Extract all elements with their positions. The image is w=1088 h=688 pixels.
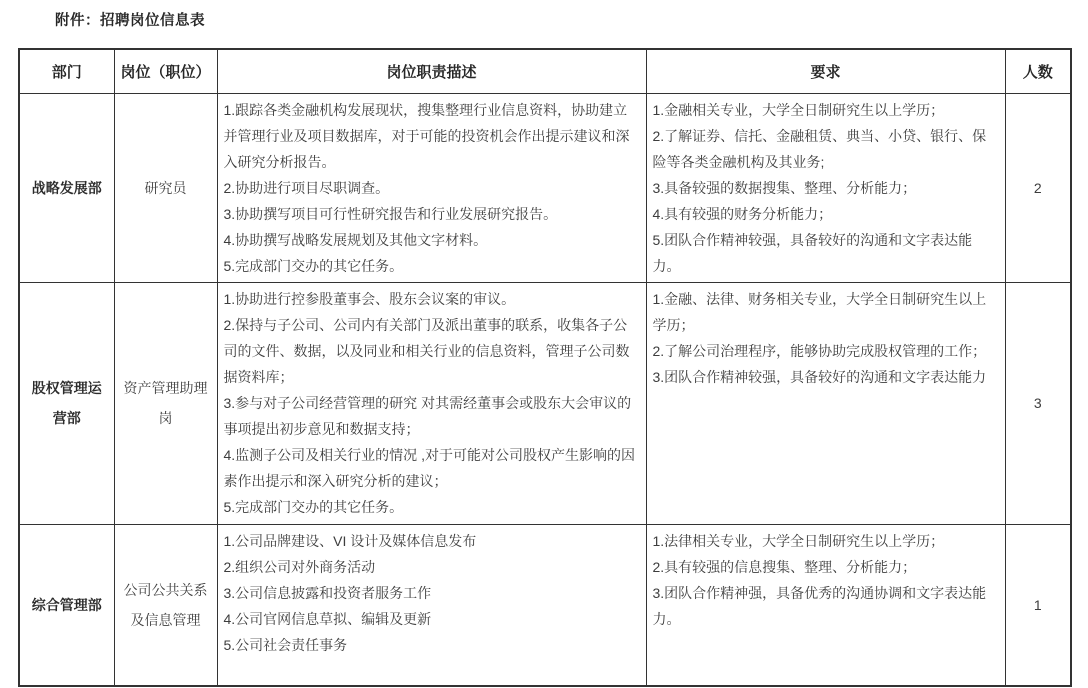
cell-duties — [217, 282, 646, 524]
cell-headcount: 3 — [1005, 282, 1071, 524]
duty-item: 3.参与对子公司经营管理的研究 对其需经董事会或股东大会审议的事项提出初步意见和数据支持； — [223, 394, 632, 437]
cell-headcount: 1 — [1005, 524, 1071, 686]
duty-item: 1.协助进行控参股董事会、股东会议案的审议。 — [223, 290, 516, 307]
job-info-table — [18, 48, 1072, 687]
duty-item: 5.公司社会责任事务 — [223, 636, 348, 653]
duty-item: 5.完成部门交办的其它任务。 — [223, 257, 404, 274]
requirement-item: 1.金融相关专业，大学全日制研究生以上学历； — [652, 101, 945, 118]
duty-item: 4.监测子公司及相关行业的情况 ,对于可能对公司股权产生影响的因素作出提示和深入研究分析的建议； — [223, 446, 635, 489]
cell-duties — [217, 93, 646, 282]
cell-department: 综合管理部 — [19, 524, 114, 686]
duty-item: 3.公司信息披露和投资者服务工作 — [223, 584, 432, 601]
table-row-strategic-development — [19, 93, 1071, 282]
duty-item: 2.组织公司对外商务活动 — [223, 558, 376, 575]
cell-department: 股权管理运营部 — [19, 282, 114, 524]
duty-item: 4.协助撰写战略发展规划及其他文字材料。 — [223, 231, 488, 248]
header-duties: 岗位职责描述 — [217, 49, 646, 93]
duty-item: 1.跟踪各类金融机构发展现状，搜集整理行业信息资料，协助建立并管理行业及项目数据库，对于可能的投资机会作出提示建议和深入研究分析报告。 — [223, 101, 630, 170]
requirement-item: 5.团队合作精神较强，具备较好的沟通和文字表达能力。 — [652, 231, 973, 274]
requirement-item: 3.具备较强的数据搜集、整理、分析能力； — [652, 179, 917, 196]
requirement-item: 3.团队合作精神较强，具备较好的沟通和文字表达能力 — [652, 368, 987, 385]
cell-headcount: 2 — [1005, 93, 1071, 282]
duty-item: 2.协助进行项目尽职调查。 — [223, 179, 390, 196]
header-headcount: 人数 — [1005, 49, 1071, 93]
duty-item: 5.完成部门交办的其它任务。 — [223, 498, 404, 515]
requirement-item: 2.了解公司治理程序，能够协助完成股权管理的工作； — [652, 342, 987, 359]
table-row-equity-management — [19, 282, 1071, 524]
header-department: 部门 — [19, 49, 114, 93]
requirement-item: 2.具有较强的信息搜集、整理、分析能力； — [652, 558, 917, 575]
attachment-title: 附件：招聘岗位信息表 — [55, 13, 205, 29]
requirement-item: 4.具有较强的财务分析能力； — [652, 205, 833, 222]
table-header-row — [19, 49, 1071, 93]
header-position: 岗位（职位） — [114, 49, 217, 93]
cell-department: 战略发展部 — [19, 93, 114, 282]
cell-requirements — [646, 93, 1005, 282]
cell-requirements — [646, 524, 1005, 686]
requirement-item: 3.团队合作精神强，具备优秀的沟通协调和文字表达能力。 — [652, 584, 987, 627]
requirement-item: 2.了解证券、信托、金融租赁、典当、小贷、银行、保险等各类金融机构及其业务; — [652, 127, 987, 170]
cell-duties — [217, 524, 646, 686]
requirement-item: 1.法律相关专业，大学全日制研究生以上学历； — [652, 532, 945, 549]
duty-item: 4.公司官网信息草拟、编辑及更新 — [223, 610, 432, 627]
duty-item: 1.公司品牌建设、VI 设计及媒体信息发布 — [223, 532, 477, 549]
cell-requirements — [646, 282, 1005, 524]
cell-position: 公司公共关系及信息管理 — [114, 524, 217, 686]
duty-item: 2.保持与子公司、公司内有关部门及派出董事的联系，收集各子公司的文件、数据，以及同业和相关行业的信息资料，管理子公司数据资料库； — [223, 316, 630, 385]
duty-item: 3.协助撰写项目可行性研究报告和行业发展研究报告。 — [223, 205, 558, 222]
requirement-item: 1.金融、法律、财务相关专业，大学全日制研究生以上学历； — [652, 290, 987, 333]
table-row-general-management — [19, 524, 1071, 686]
cell-position: 资产管理助理岗 — [114, 282, 217, 524]
header-requirements: 要求 — [646, 49, 1005, 93]
cell-position: 研究员 — [114, 93, 217, 282]
